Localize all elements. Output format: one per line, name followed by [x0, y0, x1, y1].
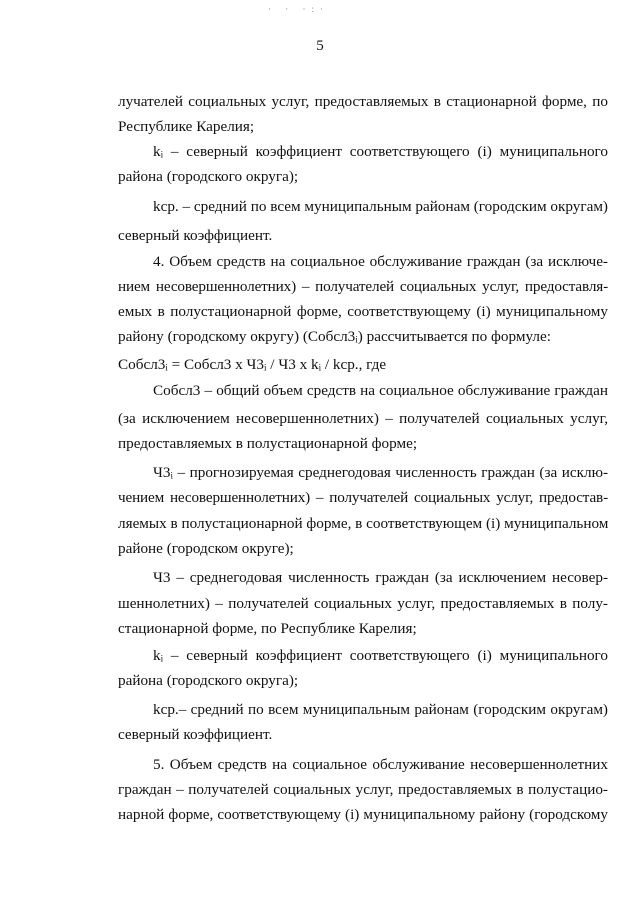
text-line: лучателей социальных услуг, предоставляемых в стационарной форме, по	[118, 93, 608, 110]
text-line: граждан – получателей социальных услуг, предоставляемых в полустацио-	[118, 781, 608, 798]
text-line: района (городского округа);	[118, 672, 299, 689]
text-line: предоставляемых в полустационарной форме;	[118, 435, 418, 452]
text-line: 5. Объем средств на социальное обслуживание несовершеннолетних	[153, 756, 608, 773]
text-line: ляемых в полустационарной форме, в соответствующем (i) муниципальном	[118, 515, 609, 532]
text-line: Собсл3 – общий объем средств на социальное обслуживание граждан	[153, 382, 608, 399]
text-line: нарной форме, соответствующему (i) муниципальному району (городскому	[118, 806, 608, 823]
text-line: kср. – средний по всем муниципальным районам (городским округам)	[153, 198, 608, 215]
text-line: районе (городском округе);	[118, 540, 294, 557]
text-line: Ч3ᵢ – прогнозируемая среднегодовая численность граждан (за исклю-	[153, 464, 608, 481]
text-line: чением несовершеннолетних) – получателей социальных услуг, предостав-	[118, 489, 608, 506]
text-line: Ч3 – среднегодовая численность граждан (за исключением несовер-	[153, 569, 608, 586]
text-line: (за исключением несовершеннолетних) – получателей социальных услуг,	[118, 410, 608, 427]
text-line: северный коэффициент.	[118, 726, 273, 743]
text-line: северный коэффициент.	[118, 227, 273, 244]
page-number: 5	[316, 38, 324, 54]
text-line: Республике Карелия;	[118, 118, 255, 135]
text-line: kᵢ – северный коэффициент соответствующего (i) муниципального	[153, 143, 608, 160]
text-line: kср.– средний по всем муниципальным районам (городским округам)	[153, 701, 608, 718]
text-line: району (городскому округу) (Собсл3ᵢ) рассчитывается по формуле:	[118, 328, 551, 345]
formula-line: Собсл3ᵢ = Собсл3 х Ч3ᵢ / Ч3 х kᵢ / kср., где	[118, 356, 387, 373]
scan-specks: · · ·:·	[268, 4, 329, 14]
text-line: kᵢ – северный коэффициент соответствующего (i) муниципального	[153, 647, 608, 664]
text-line: шеннолетних) – получателей социальных услуг, предоставляемых в полу-	[118, 595, 608, 612]
text-line: 4. Объем средств на социальное обслуживание граждан (за исключе-	[153, 253, 608, 270]
text-line: района (городского округа);	[118, 168, 299, 185]
text-line: нием несовершеннолетних) – получателей социальных услуг, предоставля-	[118, 278, 608, 295]
text-line: стационарной форме, по Республике Карелия;	[118, 620, 417, 637]
text-line: емых в полустационарной форме, соответствующему (i) муниципальному	[118, 303, 608, 320]
